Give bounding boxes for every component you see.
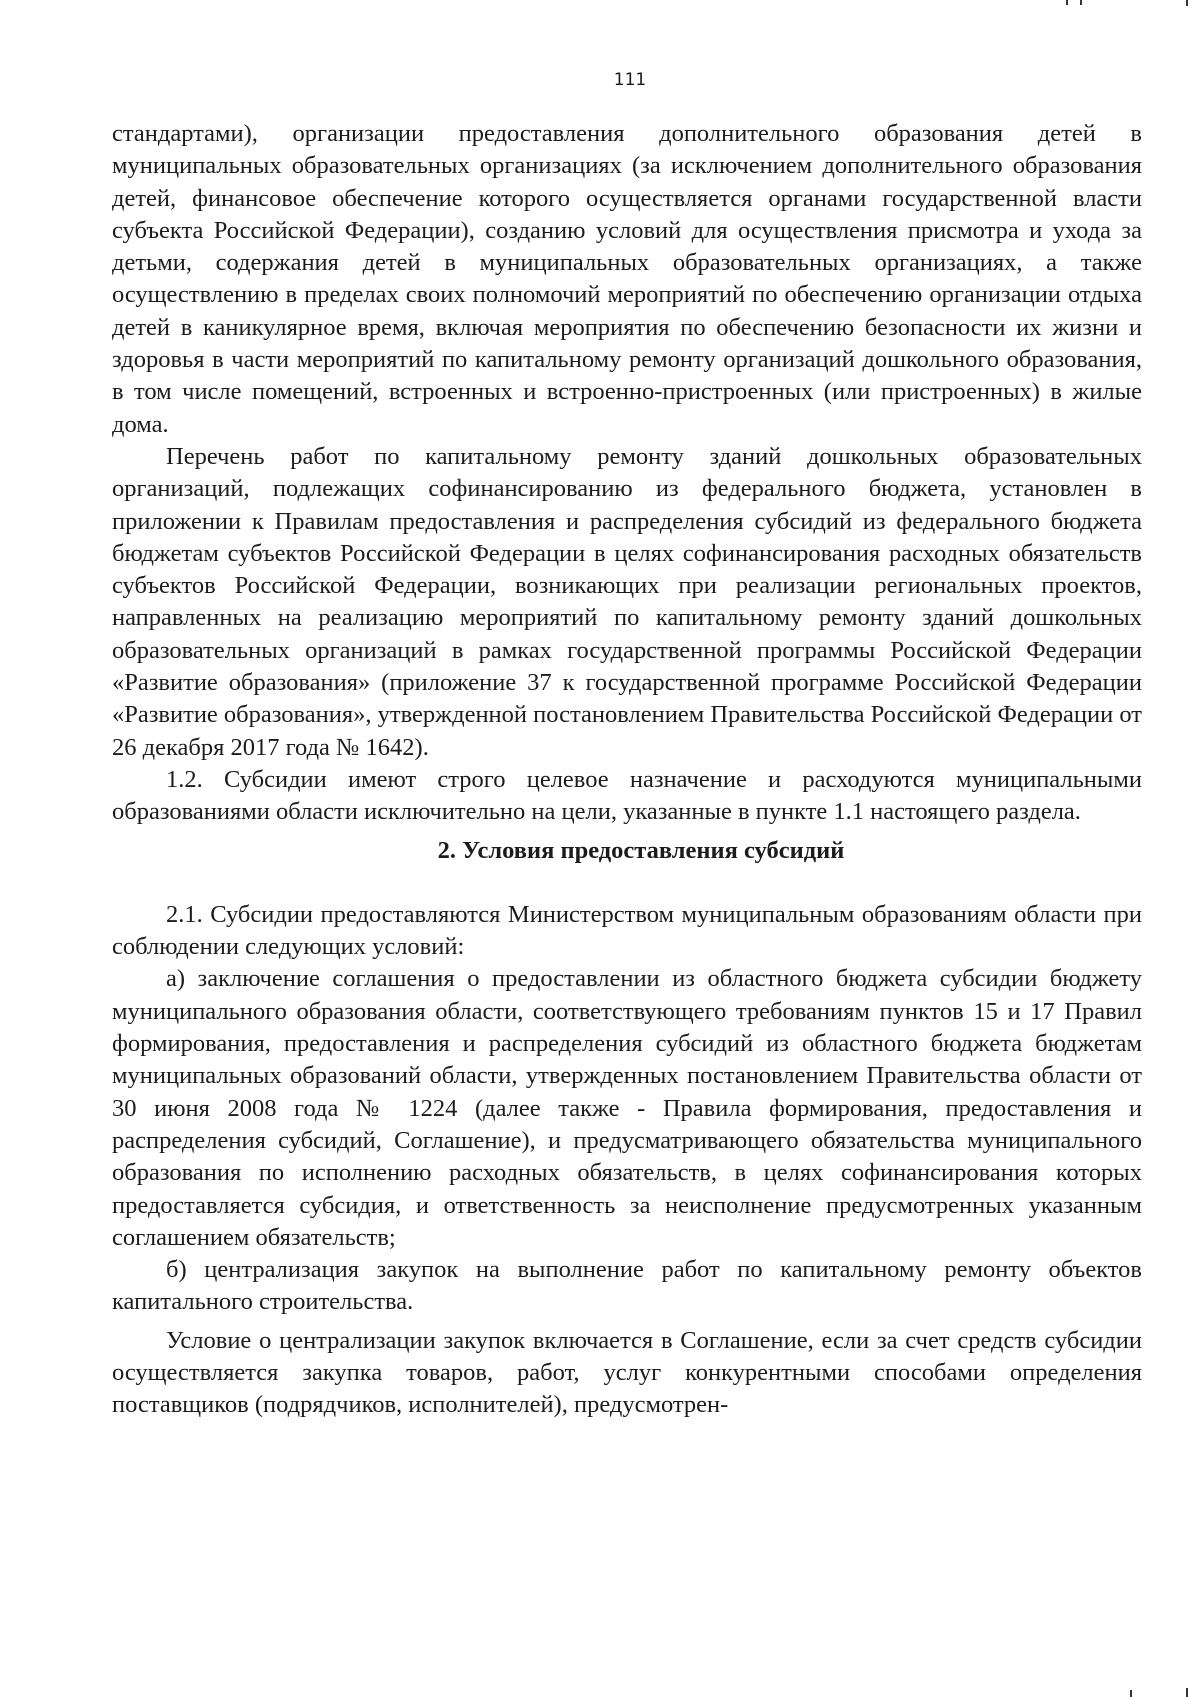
page-number: 111 <box>613 70 647 90</box>
paragraph: 2.1. Субсидии предоставляются Министерством муниципальным образованиям области при соблюдении следующих условий: <box>112 900 1142 961</box>
paragraph: Условие о централизации закупок включается в Соглашение, если за счет средств субсидии осуществляется закупка товаров, работ, услуг конкурентными способами определения поставщиков (подрядчиков, исполнителей), предусмотрен- <box>112 1326 1142 1419</box>
list-item: б) централизация закупок на выполнение работ по капитальному ремонту объектов капитального строительства. <box>112 1256 1142 1316</box>
document-body <box>112 118 1142 1422</box>
paragraph: стандартами), организации предоставления дополнительного образования детей в муниципальных образовательных организациях (за исключением дополнительного образования детей, финансовое обеспечение которого осуществляется органами государственной власти субъекта Российской Федерации), созданию условий для осуществления присмотра и ухода за детьми, содержания детей в муниципальных образовательных организациях, а также осуществлению в пределах своих полномочий мероприятий по обеспечению организации отдыха детей в каникулярное время, включая мероприятия по обеспечению безопасности их жизни и здоровья в части мероприятий по капитальному ремонту организаций дошкольного образования, в том числе помещений, встроенных и встроенно-пристроенных (или пристроенных) в жилые дома. <box>112 120 1142 438</box>
scan-artifact <box>1186 1688 1188 1697</box>
scan-artifact <box>1130 1690 1132 1697</box>
section-heading: 2. Условия предоставления субсидий <box>437 836 845 864</box>
scan-artifact <box>1066 0 1068 5</box>
scan-artifact <box>1080 0 1082 5</box>
paragraph: 1.2. Субсидии имеют строго целевое назначение и расходуются муниципальными образованиями области исключительно на цели, указанные в пункте 1.1 настоящего раздела. <box>112 765 1142 826</box>
scan-artifact <box>1186 0 1188 6</box>
list-item: а) заключение соглашения о предоставлении из областного бюджета субсидии бюджету муниципального образования области, соответствующего требованиям пунктов 15 и 17 Правил формирования, предоставления и распределения субсидий из областного бюджета бюджетам муниципальных образований области, утвержденных постановлением Правительства области от 30 июня 2008 года № 1224 (далее также - Правила формирования, предоставления и распределения субсидий, Соглашение), и предусматривающего обязательства муниципального образования по исполнению расходных обязательств, в целях софинансирования которых предоставляется субсидия, и ответственность за неисполнение предусмотренных указанным соглашением обязательств; <box>112 965 1142 1251</box>
paragraph: Перечень работ по капитальному ремонту зданий дошкольных образовательных организаций, подлежащих софинансированию из федерального бюджета, установлен в приложении к Правилам предоставления и распределения субсидий из федерального бюджета бюджетам субъектов Российской Федерации в целях софинансирования расходных обязательств субъектов Российской Федерации, возникающих при реализации региональных проектов, направленных на реализацию мероприятий по капитальному ремонту зданий дошкольных образовательных организаций в рамках государственной программы Российской Федерации «Развитие образования» (приложение 37 к государственной программе Российской Федерации «Развитие образования», утвержденной постановлением Правительства Российской Федерации от 26 декабря 2017 года № 1642). <box>112 442 1142 761</box>
